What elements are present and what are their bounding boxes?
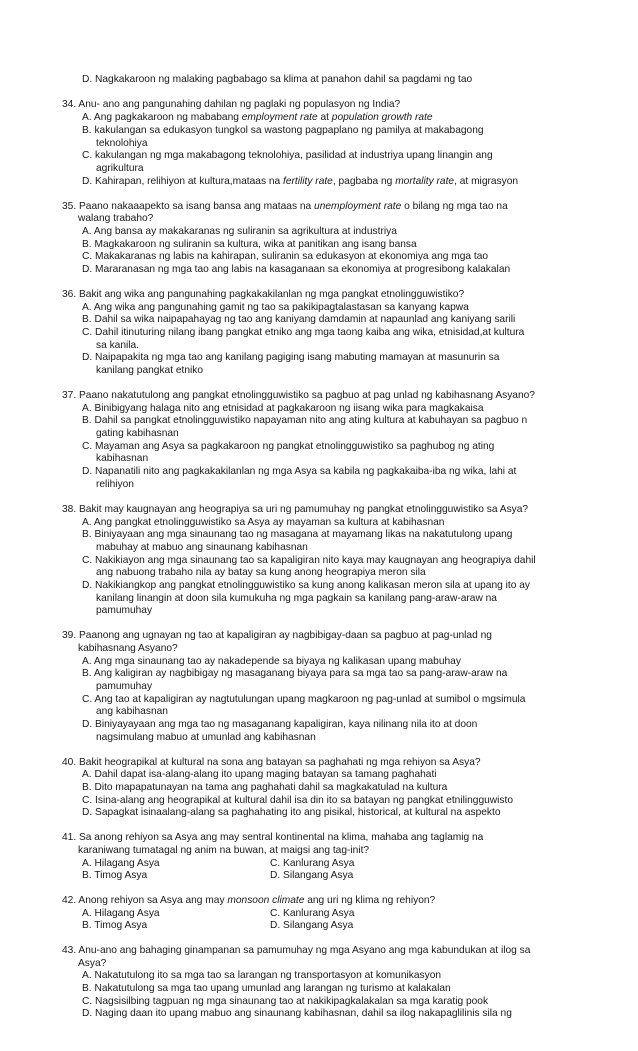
question-40-choice-c: C. Isina-alang ang heograpikal at kultural dahil isa din ito sa batayan ng pangkat etnilingguwisto	[82, 795, 513, 806]
question-38-choice-d: D. Nakikiangkop ang pangkat etnolingguwistiko sa kung anong kalikasan meron sila at upang ito ay	[82, 580, 530, 591]
question-36-choice-b: B. Dahil sa wika naipapahayag ng tao ang kaniyang damdamin at napaunlad ang kaniyang sarili	[82, 314, 516, 325]
question-42-choice-d: D. Silangang Asya	[270, 920, 354, 931]
question-42-choice-c: C. Kanlurang Asya	[270, 908, 355, 919]
question-41-stem: 41. Sa anong rehiyon sa Asya ang may sentral kontinental na klima, mahaba ang taglamig na	[62, 832, 484, 843]
question-43-stem: 43. Anu-ano ang bahaging ginampanan sa pamumuhay ng mga Asyano ang mga kabundukan at ilog sa	[62, 945, 531, 956]
question-43-choice-a: A. Nakatutulong ito sa mga tao sa larangan ng transportasyon at komunikasyon	[82, 970, 442, 981]
question-35-choice-a: A. Ang bansa ay makakaranas ng suliranin sa agrikultura at industriya	[82, 226, 397, 237]
question-38-choice-b: B. Biniyayaan ang mga sinaunang tao ng masagana at mayamang likas na nakatutulong upang	[82, 529, 513, 540]
question-37-choice-a: A. Binibigyang halaga nito ang etnisidad at pagkakaroon ng iisang wika para magkakaisa	[82, 403, 484, 414]
question-41-stem-cont: karaniwang tumatagal ng anim na buwan, at maigsi ang tag-init?	[78, 845, 370, 856]
question-34-choice-b-cont: teknolohiya	[96, 138, 148, 149]
question-40-choice-a: A. Dahil dapat isa-alang-alang ito upang maging batayan sa tamang paghahati	[82, 769, 437, 780]
question-34-choice-c: C. kakulangan ng mga makabagong teknolohiya, pasilidad at industriya upang linangin ang	[82, 150, 493, 161]
question-36-choice-d: D. Naipapakita ng mga tao ang kanilang pagiging isang mabuting mamayan at masunurin sa	[82, 352, 500, 363]
question-37-choice-c: C. Mayaman ang Asya sa pagkakaroon ng pangkat etnolingguwistiko sa paghubog ng ating	[82, 441, 495, 452]
question-34-choice-d: D. Kahirapan, relihiyon at kultura,mataas na fertility rate, pagbaba ng mortality rate, at migrasyon	[82, 176, 519, 187]
question-39-choice-c-cont: ang kabihasnan	[96, 706, 168, 717]
question-35-choice-d: D. Mararanasan ng mga tao ang labis na kasaganaan sa ekonomiya at progresibong kalakalan	[82, 264, 511, 275]
question-42-choice-b: B. Timog Asya	[82, 920, 148, 931]
question-37-choice-c-cont: kabihasnan	[96, 453, 149, 464]
question-43-choice-d: D. Naging daan ito upang mabuo ang sinaunang kabihasnan, dahil sa ilog nakapaglilinis sila ng	[82, 1008, 512, 1019]
question-35-choice-b: B. Magkakaroon ng suliranin sa kultura, wika at panitikan ang isang bansa	[82, 239, 417, 250]
question-39-stem-cont: kabihasnang Asyano?	[78, 643, 178, 654]
question-38-choice-d-cont2: pamumuhay	[96, 605, 153, 616]
question-42-stem: 42. Anong rehiyon sa Asya ang may monsoon climate ang uri ng klima ng rehiyon?	[62, 895, 436, 906]
question-38-choice-c-cont: ang nabuong trabaho nila ay batay sa kung anong heograpiya meron sila	[96, 567, 426, 578]
question-41-choice-a: A. Hilagang Asya	[82, 858, 160, 869]
question-40-stem: 40. Bakit heograpikal at kultural na sona ang batayan sa paghahati ng mga rehiyon sa Asya?	[62, 757, 481, 768]
question-37-choice-d: D. Napanatili nito ang pagkakakilanlan ng mga Asya sa kabila ng pagkakaiba-iba ng wika, lahi at	[82, 466, 517, 477]
question-34-choice-a: A. Ang pagkakaroon ng mababang employment rate at population growth rate	[82, 112, 433, 123]
question-34-choice-c-cont: agrikultura	[96, 163, 144, 174]
question-43-choice-c: C. Nagsisilbing tagpuan ng mga sinaunang tao at nakikipagkalakalan sa mga karatig pook	[82, 996, 489, 1007]
question-39-stem: 39. Paanong ang ugnayan ng tao at kapaligiran ay nagbibigay-daan sa pagbuo at pag-unlad ng	[62, 630, 492, 641]
question-39-choice-a: A. Ang mga sinaunang tao ay nakadepende sa biyaya ng kalikasan upang mabuhay	[82, 656, 461, 667]
question-37-choice-d-cont: relihiyon	[96, 479, 134, 490]
question-43-stem-cont: Asya?	[78, 958, 107, 969]
question-36-choice-c: C. Dahil itinuturing nilang ibang pangkat etniko ang mga taong kaiba ang wika, etnisidad,at kultura	[82, 327, 525, 338]
question-36-choice-c-cont: sa kanila.	[96, 340, 140, 351]
question-36-choice-d-cont: kanilang pangkat etniko	[96, 365, 204, 376]
question-38-choice-c: C. Nakikiayon ang mga sinaunang tao sa kapaligiran nito kaya may kaugnayan ang heograpiya dahil	[82, 555, 536, 566]
question-36-stem: 36. Bakit ang wika ang pangunahing pagkakakilanlan ng mga pangkat etnolingguwistiko?	[62, 289, 465, 300]
question-40-choice-d: D. Sapagkat isinaalang-alang sa paghahating ito ang pisikal, historical, at kultural na aspekto	[82, 807, 501, 818]
question-41-choice-b: B. Timog Asya	[82, 870, 148, 881]
question-35-choice-c: C. Makakaranas ng labis na kahirapan, suliranin sa edukasyon at ekonomiya ang mga tao	[82, 251, 489, 262]
question-34-choice-b: B. kakulangan sa edukasyon tungkol sa wastong pagpaplano ng pamilya at makabagong	[82, 125, 484, 136]
question-39-choice-d-cont: nagsimulang mabuo at umunlad ang kabihasnan	[96, 732, 316, 743]
question-39-choice-b: B. Ang kaligiran ay nagbibigay ng masaganang biyaya para sa mga tao sa pang-araw-araw na	[82, 668, 508, 679]
question-35-stem-cont: walang trabaho?	[78, 213, 154, 224]
question-43-choice-b: B. Nakatutulong sa mga tao upang umunlad ang larangan ng turismo at kalakalan	[82, 983, 451, 994]
question-38-choice-b-cont: mabuhay at mabuo ang sinaunang kabihasnan	[96, 542, 308, 553]
question-40-choice-b: B. Dito mapapatunayan na tama ang paghahati dahil sa magkakatulad na kultura	[82, 782, 448, 793]
question-41-choice-d: D. Silangang Asya	[270, 870, 354, 881]
question-36-choice-a: A. Ang wika ang pangunahing gamit ng tao sa pakikipagtalastasan sa kanyang kapwa	[82, 302, 469, 313]
question-38-choice-a: A. Ang pangkat etnolingguwistiko sa Asya ay mayaman sa kultura at kabihasnan	[82, 517, 445, 528]
question-33-choice-d: D. Nagkakaroon ng malaking pagbabago sa klima at panahon dahil sa pagdami ng tao	[82, 74, 473, 85]
question-37-choice-b: B. Dahil sa pangkat etnolingguwistiko napayaman nito ang ating kultura at kabuhayan sa pagbuo n	[82, 415, 528, 426]
question-34-stem: 34. Anu- ano ang pangunahing dahilan ng paglaki ng populasyon ng India?	[62, 99, 401, 110]
question-35-stem: 35. Paano nakaaapekto sa isang bansa ang mataas na unemployment rate o bilang ng mga tao na	[62, 201, 508, 212]
question-42-choice-a: A. Hilagang Asya	[82, 908, 160, 919]
question-38-stem: 38. Bakit may kaugnayan ang heograpiya sa uri ng pamumuhay ng pangkat etnolingguwistiko sa Asya?	[62, 504, 529, 515]
question-39-choice-d: D. Biniyayayaan ang mga tao ng masaganang kapaligiran, kaya nilinang nila ito at doon	[82, 719, 478, 730]
question-41-choice-c: C. Kanlurang Asya	[270, 858, 355, 869]
question-39-choice-b-cont: pamumuhay	[96, 681, 153, 692]
question-37-choice-b-cont: gating kabihasnan	[96, 428, 179, 439]
question-37-stem: 37. Paano nakatutulong ang pangkat etnolingguwistiko sa pagbuo at pag unlad ng kabihasnang Asyano?	[62, 390, 535, 401]
question-39-choice-c: C. Ang tao at kapaligiran ay nagtutulungan upang magkaroon ng pag-unlad at sumibol o mgsimula	[82, 694, 526, 705]
question-38-choice-d-cont: kanilang linangin at doon sila kumukuha ng mga pagkain sa kanilang pang-araw-araw na	[96, 593, 497, 604]
